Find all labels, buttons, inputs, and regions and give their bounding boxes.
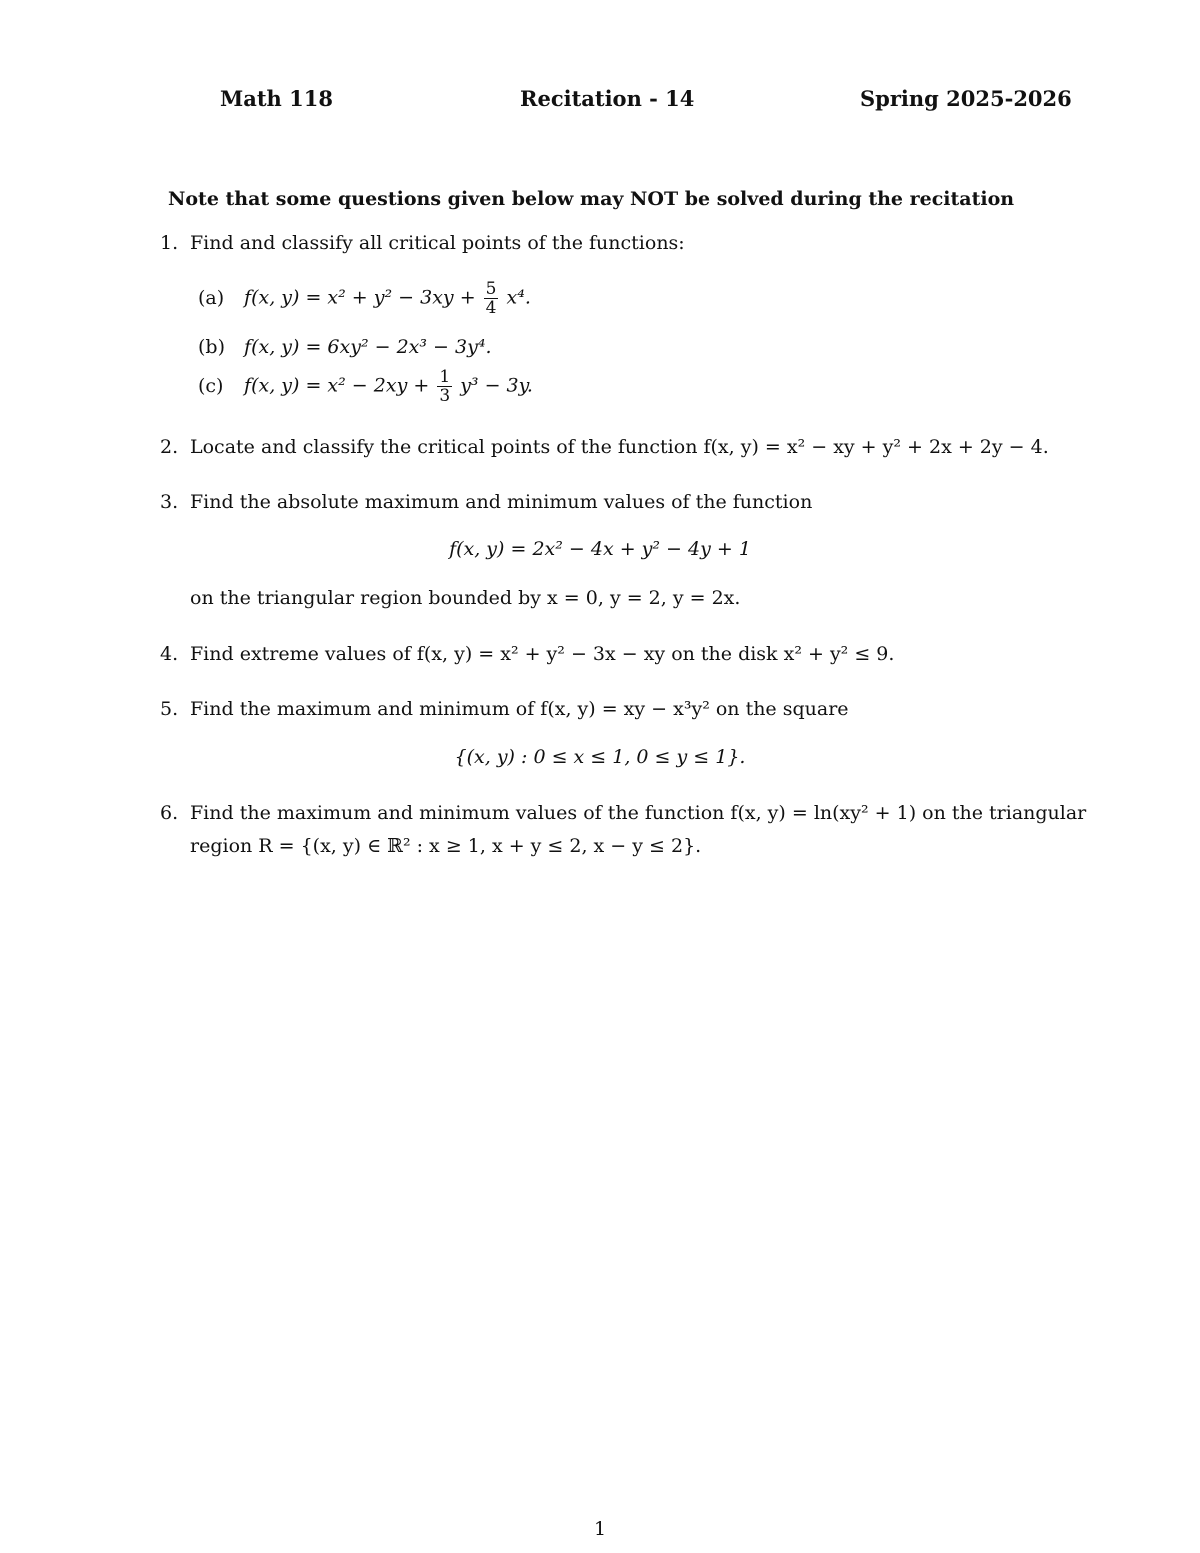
question-number: 1.: [160, 232, 179, 254]
fraction-denominator: 4: [485, 298, 497, 318]
expression-part: y³ − 3y.: [460, 374, 533, 397]
recitation-note: Note that some questions given below may NOT be solved during the recitation: [168, 188, 1015, 210]
expression-part: f(x, y) = x² + y² − 3xy +: [244, 286, 476, 309]
display-equation: f(x, y) = 2x² − 4x + y² − 4y + 1: [449, 538, 751, 560]
question-text: region R = {(x, y) ∈ ℝ² : x ≥ 1, x + y ≤ 2, x − y ≤ 2}.: [190, 835, 702, 857]
expression-part: f(x, y) = x² − 2xy +: [244, 374, 430, 397]
question-text: Locate and classify the critical points of the function f(x, y) = x² − xy + y² + 2x + 2y − 4.: [190, 436, 1049, 458]
question-number: 2.: [160, 436, 179, 458]
question-1c: [198, 368, 533, 405]
question-number: 5.: [160, 698, 179, 720]
expression: f(x, y) = 6xy² − 2x³ − 3y⁴.: [244, 336, 492, 358]
question-text: Find extreme values of f(x, y) = x² + y² − 3x − xy on the disk x² + y² ≤ 9.: [190, 643, 895, 665]
question-text: on the triangular region bounded by x = 0, y = 2, y = 2x.: [190, 587, 741, 609]
fraction-numerator: 5: [485, 279, 497, 299]
question-1a: [198, 280, 531, 317]
question-text: Find the maximum and minimum of f(x, y) = xy − x³y² on the square: [190, 698, 849, 720]
display-set: {(x, y) : 0 ≤ x ≤ 1, 0 ≤ y ≤ 1}.: [454, 746, 746, 768]
sub-label: (a): [198, 286, 225, 309]
fraction-numerator: 1: [439, 367, 451, 387]
sub-label: (b): [198, 336, 225, 358]
question-text: Find the maximum and minimum values of the function f(x, y) = ln(xy² + 1) on the triangular: [190, 802, 1087, 824]
sub-label: (c): [198, 374, 224, 397]
course-name: Math 118: [220, 86, 333, 111]
fraction: [484, 280, 499, 317]
question-text: Find and classify all critical points of the functions:: [190, 232, 685, 254]
expression-part: x⁴.: [506, 286, 531, 309]
question-number: 6.: [160, 802, 179, 824]
fraction-denominator: 3: [439, 386, 451, 406]
fraction: [437, 368, 452, 405]
question-text: Find the absolute maximum and minimum values of the function: [190, 491, 813, 513]
document-title: Recitation - 14: [520, 86, 695, 111]
question-1b: [198, 336, 491, 358]
page-number: 1: [593, 1518, 607, 1540]
question-number: 3.: [160, 491, 179, 513]
question-number: 4.: [160, 643, 179, 665]
term-label: Spring 2025-2026: [860, 86, 1072, 111]
